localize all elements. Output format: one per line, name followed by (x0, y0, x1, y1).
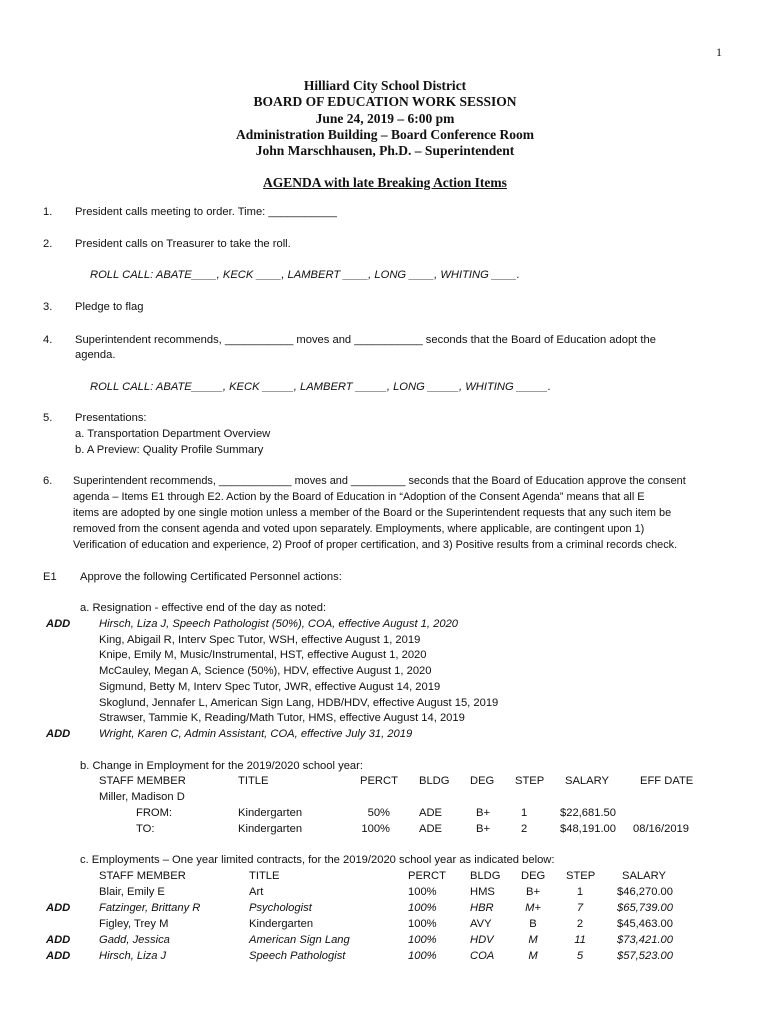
e1-label: E1 (43, 571, 57, 583)
change-row-deg: B+ (476, 807, 490, 819)
employment-deg: B (529, 918, 537, 930)
emp-col-salary: SALARY (622, 870, 666, 882)
item-6-line-5: Verification of education and experience, 2) Proof of proper certification, and 3) Positive results from a criminal records check. (73, 539, 678, 551)
employment-title: Psychologist (249, 902, 312, 914)
change-row-perct: 50% (367, 807, 390, 819)
employment-title: American Sign Lang (249, 934, 350, 946)
change-row-step: 1 (521, 807, 528, 819)
item-6-line-4: removed from the consent agenda and voted upon separately. Employments, where applicable, are contingent upon 1) (73, 523, 645, 535)
employment-perct: 100% (408, 934, 437, 946)
resignation-entry: Sigmund, Betty M, Interv Spec Tutor, JWR, effective August 14, 2019 (99, 680, 441, 693)
change-row-salary: $22,681.50 (560, 807, 616, 819)
emp-col-staff: STAFF MEMBER (99, 870, 186, 882)
employment-name: Blair, Emily E (99, 886, 165, 898)
employments-heading: c. Employments – One year limited contracts, for the 2019/2020 school year as indicated below: (80, 854, 555, 866)
employment-bldg: HMS (470, 886, 495, 898)
change-row-title: Kindergarten (238, 807, 303, 819)
employment-title: Kindergarten (249, 918, 314, 930)
change-row-label: FROM: (136, 807, 173, 819)
employment-step: 11 (574, 934, 586, 946)
item-6-number: 6. (43, 475, 53, 487)
superintendent-name: John Marschhausen, Ph.D. – Superintendent (255, 143, 515, 159)
item-4-number: 4. (43, 334, 53, 346)
resignation-entry: Hirsch, Liza J, Speech Pathologist (50%), COA, effective August 1, 2020 (99, 618, 459, 630)
employment-salary: $65,739.00 (617, 902, 673, 914)
employment-salary: $57,523.00 (617, 950, 673, 962)
employment-deg: B+ (526, 886, 540, 898)
employment-salary: $46,270.00 (617, 886, 673, 898)
employment-bldg: AVY (470, 918, 492, 930)
change-col-deg: DEG (470, 775, 495, 787)
employment-deg: M (528, 934, 538, 946)
employment-step: 2 (576, 918, 584, 930)
employment-perct: 100% (408, 950, 437, 962)
page-number: 1 (716, 45, 722, 59)
change-row-deg: B+ (476, 823, 490, 835)
resignation-heading: a. Resignation - effective end of the day as noted: (80, 602, 327, 614)
district-name: Hilliard City School District (303, 78, 467, 93)
resignation-entry: King, Abigail R, Interv Spec Tutor, WSH, effective August 1, 2019 (99, 633, 421, 646)
item-3-text: Pledge to flag (75, 301, 144, 313)
employment-perct: 100% (408, 918, 437, 930)
change-row-label: TO: (136, 823, 155, 835)
employment-salary: $45,463.00 (617, 918, 673, 930)
item-5-text: Presentations: (75, 412, 147, 424)
employment-bldg: HDV (470, 934, 494, 946)
employment-title: Art (249, 886, 264, 898)
change-row-bldg: ADE (419, 807, 443, 819)
employment-bldg: HBR (470, 902, 494, 914)
employment-title: Speech Pathologist (249, 950, 346, 962)
employment-name: Fatzinger, Brittany R (99, 902, 201, 914)
employment-step: 1 (576, 886, 584, 898)
resignation-entry: Strawser, Tammie K, Reading/Math Tutor, HMS, effective August 14, 2019 (99, 712, 465, 725)
item-3-number: 3. (43, 301, 53, 313)
agenda-title: AGENDA with late Breaking Action Items (263, 175, 507, 190)
item-6-line-2: agenda – Items E1 through E2. Action by the Board of Education in “Adoption of the Consent Agenda” means that all E (73, 491, 645, 503)
add-marker: ADD (46, 902, 71, 914)
employment-name: Figley, Trey M (99, 918, 169, 930)
change-row-bldg: ADE (419, 823, 443, 835)
meeting-location: Administration Building – Board Conference Room (236, 126, 534, 142)
change-row-perct: 100% (361, 823, 390, 835)
item-1-text: President calls meeting to order. Time: ___________ (75, 206, 337, 218)
employment-step: 7 (576, 902, 584, 914)
change-row-salary: $48,191.00 (560, 823, 616, 835)
item-6-line-1: Superintendent recommends, ____________ moves and _________ seconds that the Board of Education approve the consent (73, 475, 686, 487)
change-col-bldg: BLDG (419, 775, 450, 787)
employment-salary: $73,421.00 (617, 934, 673, 946)
meeting-date: June 24, 2019 – 6:00 pm (315, 110, 455, 126)
e1-text: Approve the following Certificated Personnel actions: (80, 571, 342, 583)
resignation-entry: McCauley, Megan A, Science (50%), HDV, effective August 1, 2020 (99, 665, 432, 678)
employment-bldg: COA (470, 950, 495, 962)
presentation-a: a. Transportation Department Overview (75, 428, 271, 440)
item-1-number: 1. (43, 206, 53, 218)
change-col-perct: PERCT (360, 775, 398, 787)
add-marker: ADD (46, 934, 71, 946)
resignation-entry: Knipe, Emily M, Music/Instrumental, HST, effective August 1, 2020 (99, 649, 427, 662)
add-marker: ADD (46, 727, 71, 740)
employment-deg: M+ (525, 902, 541, 914)
change-staff-name: Miller, Madison D (99, 791, 185, 803)
employment-name: Hirsch, Liza J (99, 950, 167, 962)
employment-name: Gadd, Jessica (99, 934, 170, 946)
emp-col-deg: DEG (521, 870, 546, 882)
employment-deg: M (528, 950, 538, 962)
add-marker: ADD (46, 950, 71, 962)
item-2-text: President calls on Treasurer to take the roll. (75, 238, 291, 250)
add-marker: ADD (46, 618, 71, 630)
resignation-entry: Skoglund, Jennafer L, American Sign Lang, HDB/HDV, effective August 15, 2019 (99, 696, 499, 709)
item-4-line-1: Superintendent recommends, ___________ moves and ___________ seconds that the Board of Education adopt the (75, 334, 656, 346)
emp-col-step: STEP (566, 870, 596, 882)
employment-step: 5 (576, 950, 584, 962)
change-heading: b. Change in Employment for the 2019/2020 school year: (80, 760, 363, 772)
roll-call-2: ROLL CALL: ABATE_____, KECK _____, LAMBERT _____, LONG _____, WHITING _____. (90, 381, 552, 393)
change-row-eff-date: 08/16/2019 (633, 823, 689, 835)
change-col-eff-date: EFF DATE (640, 775, 694, 787)
emp-col-title: TITLE (249, 870, 280, 882)
change-col-salary: SALARY (565, 775, 609, 787)
change-col-staff: STAFF MEMBER (99, 775, 186, 787)
employment-perct: 100% (408, 886, 437, 898)
change-col-title: TITLE (238, 775, 269, 787)
item-5-number: 5. (43, 412, 53, 424)
change-row-title: Kindergarten (238, 823, 303, 835)
item-2-number: 2. (43, 238, 53, 250)
presentation-b: b. A Preview: Quality Profile Summary (75, 444, 264, 456)
employment-perct: 100% (408, 902, 437, 914)
meeting-title: BOARD OF EDUCATION WORK SESSION (253, 94, 517, 110)
emp-col-bldg: BLDG (470, 870, 501, 882)
emp-col-perct: PERCT (408, 870, 446, 882)
change-row-step: 2 (521, 823, 528, 835)
roll-call-1: ROLL CALL: ABATE____, KECK ____, LAMBERT ____, LONG ____, WHITING ____. (90, 269, 520, 281)
document-header (0, 78, 770, 159)
item-4-line-2: agenda. (75, 349, 116, 361)
item-6-line-3: items are adopted by one single motion unless a member of the Board or the Superintendent requests that any such item be (73, 507, 672, 519)
change-col-step: STEP (515, 775, 545, 787)
resignation-entry: Wright, Karen C, Admin Assistant, COA, effective July 31, 2019 (99, 727, 413, 740)
